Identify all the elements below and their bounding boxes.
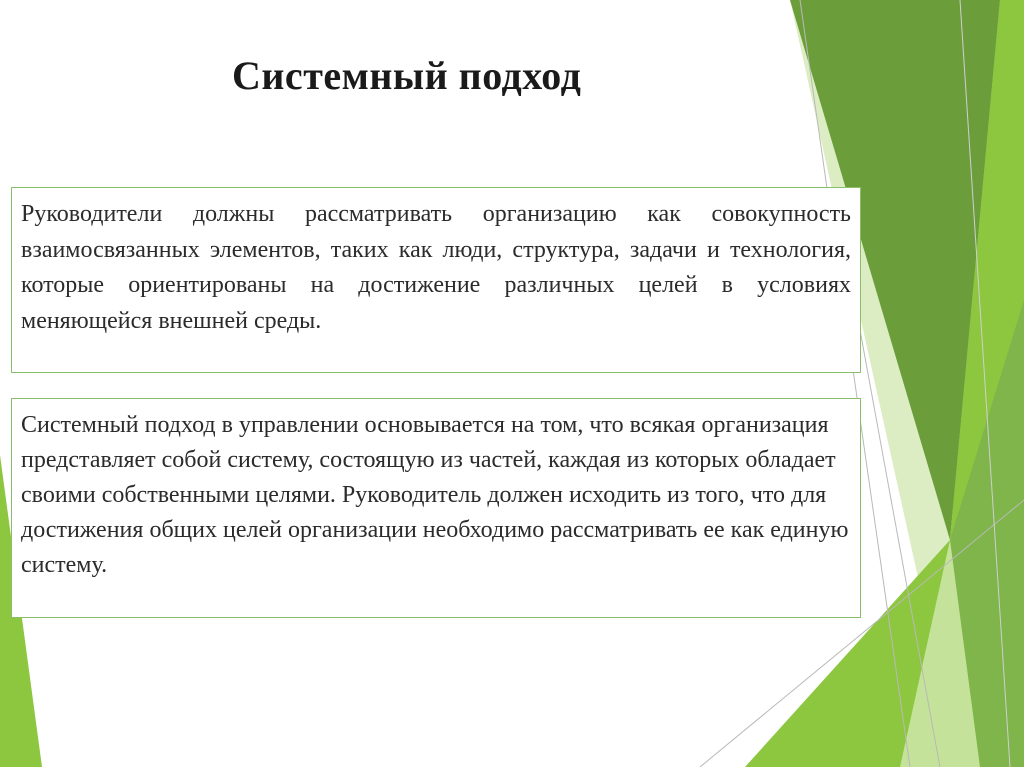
paragraph-managers: Руководители должны рассматривать организацию как совокупность взаимосвязанных элементов, таких как люди, структура, задачи и технология, которые ориентированы на достижение различных целей в условиях меняющейся внешней среды. bbox=[21, 201, 851, 334]
slide-title: Системный подход bbox=[232, 53, 582, 98]
paragraph-systems-approach: Системный подход в управлении основывается на том, что всякая организация представляет собой систему, состоящую из частей, каждая из которых обладает своими собственными целями. Руководитель должен исходить из того, что для достижения общих целей организации необходимо рассматривать ее как единую систему. bbox=[21, 412, 849, 578]
text-box-systems-approach bbox=[11, 398, 861, 618]
text-box-managers bbox=[11, 187, 861, 373]
